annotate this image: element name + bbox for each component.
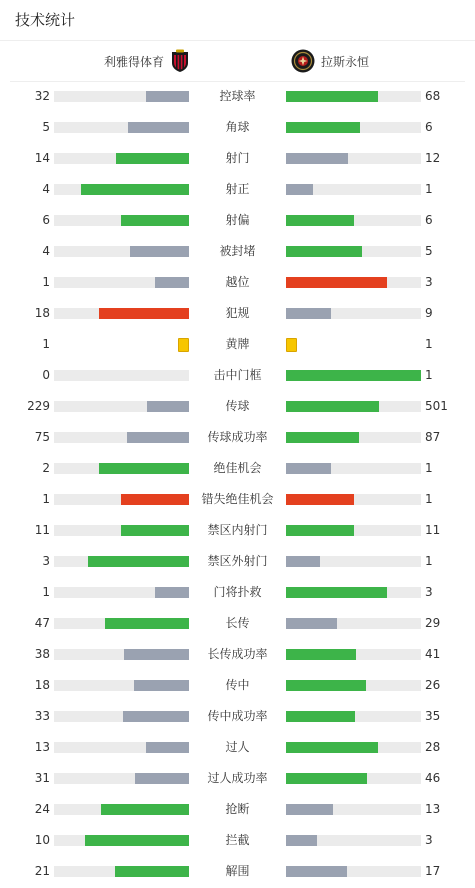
away-stat-bar: [286, 773, 421, 784]
home-stat-value: 0: [42, 368, 50, 382]
stat-row: [0, 81, 475, 112]
home-stat-bar-fill: [115, 866, 189, 877]
away-stat-value: 1: [425, 492, 433, 506]
away-stat-value: 28: [425, 740, 441, 754]
away-stat-bar: [286, 246, 421, 257]
home-stat-bar-fill: [128, 122, 189, 133]
home-stat-bar-fill: [155, 587, 189, 598]
home-stat-value: 2: [42, 461, 50, 475]
riyadh-crest-icon: [170, 49, 190, 73]
away-stat-value: 5: [425, 244, 433, 258]
home-stat-bar: [54, 711, 189, 722]
stat-row: [0, 608, 475, 639]
home-stat-value: 229: [27, 399, 50, 413]
away-stat-value: 1: [425, 368, 433, 382]
away-stat-value: 13: [425, 802, 441, 816]
home-stat-bar-fill: [146, 91, 189, 102]
away-stat-bar-fill: [286, 153, 348, 164]
stat-label: 抢断: [225, 802, 250, 816]
stat-row: [0, 391, 475, 422]
stat-label: 长传: [225, 616, 250, 630]
away-stat-bar-fill: [286, 494, 354, 505]
stat-row: [0, 236, 475, 267]
away-stat-bar: [286, 494, 421, 505]
away-stat-bar: [286, 277, 421, 288]
home-stat-bar: [54, 401, 189, 412]
away-stat-value: 17: [425, 864, 441, 878]
stat-label: 门将扑救: [213, 585, 262, 599]
stat-label: 射偏: [225, 213, 250, 227]
stat-row: [0, 794, 475, 825]
home-stat-value: 4: [42, 182, 50, 196]
stat-label: 黄牌: [225, 337, 250, 351]
away-stat-value: 1: [425, 461, 433, 475]
home-stat-value: 24: [34, 802, 50, 816]
home-stat-bar-fill: [155, 277, 189, 288]
stat-row: [0, 639, 475, 670]
away-stat-value: 501: [425, 399, 448, 413]
stat-label: 长传成功率: [207, 647, 268, 661]
stat-label: 拦截: [225, 833, 250, 847]
stat-label: 传中成功率: [207, 709, 268, 723]
home-stat-value: 11: [34, 523, 50, 537]
stat-label: 控球率: [219, 89, 256, 103]
away-team[interactable]: [291, 49, 369, 73]
home-stat-value: 21: [34, 864, 50, 878]
stat-label: 传中: [225, 678, 250, 692]
home-stat-value: 18: [34, 678, 50, 692]
stat-label: 射正: [225, 182, 250, 196]
away-stat-value: 1: [425, 337, 433, 351]
page-title: 技术统计: [15, 11, 76, 29]
stat-row: [0, 515, 475, 546]
away-stat-value: 41: [425, 647, 441, 661]
stat-label: 过人成功率: [207, 771, 268, 785]
home-stat-bar: [54, 246, 189, 257]
away-stat-bar-fill: [286, 649, 356, 660]
home-stat-value: 1: [42, 585, 50, 599]
away-stat-bar-fill: [286, 463, 331, 474]
stat-row: [0, 360, 475, 391]
away-stat-value: 1: [425, 182, 433, 196]
stat-label: 传球: [225, 399, 250, 413]
away-stat-bar: [286, 308, 421, 319]
home-stat-bar-fill: [147, 401, 189, 412]
home-team[interactable]: [104, 49, 190, 73]
away-stat-value: 1: [425, 554, 433, 568]
away-stat-bar-fill: [286, 215, 354, 226]
away-stat-value: 12: [425, 151, 441, 165]
stat-label: 射门: [225, 151, 250, 165]
home-stat-bar: [54, 308, 189, 319]
stat-row: [0, 670, 475, 701]
stat-label: 犯规: [225, 306, 250, 320]
home-stat-bar: [54, 649, 189, 660]
ras-crest-icon: [291, 49, 315, 73]
away-stat-bar-fill: [286, 308, 331, 319]
stat-row: [0, 825, 475, 856]
home-stat-value: 1: [42, 337, 50, 351]
home-stat-value: 6: [42, 213, 50, 227]
home-stat-bar-fill: [101, 804, 189, 815]
away-stat-bar-fill: [286, 122, 360, 133]
home-stat-bar: [54, 153, 189, 164]
home-stat-value: 33: [34, 709, 50, 723]
home-stat-bar: [54, 432, 189, 443]
away-stat-bar-fill: [286, 525, 354, 536]
home-stat-bar-fill: [123, 711, 189, 722]
away-stat-bar: [286, 525, 421, 536]
stat-row: [0, 329, 475, 360]
home-stat-value: 38: [34, 647, 50, 661]
away-stat-bar: [286, 432, 421, 443]
stat-row: [0, 763, 475, 794]
home-stat-value: 1: [42, 492, 50, 506]
away-stat-bar-fill: [286, 370, 421, 381]
home-stat-value: 47: [34, 616, 50, 630]
stat-row: [0, 484, 475, 515]
away-stat-value: 6: [425, 213, 433, 227]
stat-row: [0, 422, 475, 453]
home-stat-bar: [54, 91, 189, 102]
home-stat-bar-fill: [105, 618, 189, 629]
away-stat-bar: [286, 587, 421, 598]
away-stat-bar-fill: [286, 432, 359, 443]
home-stat-value: 5: [42, 120, 50, 134]
stat-label: 解围: [225, 864, 250, 878]
yellow-card-icon: [178, 338, 189, 352]
home-stat-bar: [54, 184, 189, 195]
away-stat-bar: [286, 649, 421, 660]
home-stat-bar: [54, 494, 189, 505]
stat-label: 被封堵: [219, 244, 256, 258]
stat-label: 禁区内射门: [207, 523, 268, 537]
stat-row: [0, 453, 475, 484]
away-stat-bar-fill: [286, 91, 378, 102]
stat-row: [0, 143, 475, 174]
away-stat-bar-fill: [286, 401, 379, 412]
away-stat-bar: [286, 122, 421, 133]
home-stat-value: 75: [34, 430, 50, 444]
home-stat-bar: [54, 525, 189, 536]
home-stat-value: 18: [34, 306, 50, 320]
away-stat-bar: [286, 711, 421, 722]
yellow-card-icon: [286, 338, 297, 352]
home-stat-bar-fill: [116, 153, 189, 164]
away-stat-bar: [286, 401, 421, 412]
home-stat-bar: [54, 835, 189, 846]
home-stat-bar-fill: [85, 835, 189, 846]
home-stat-value: 14: [34, 151, 50, 165]
home-stat-bar: [54, 618, 189, 629]
away-stat-bar: [286, 618, 421, 629]
away-stat-bar-fill: [286, 711, 355, 722]
away-stat-bar-fill: [286, 804, 333, 815]
away-stat-bar-fill: [286, 680, 366, 691]
home-stat-bar: [54, 370, 189, 381]
away-stat-bar: [286, 835, 421, 846]
home-stat-bar: [54, 866, 189, 877]
teams-header: [10, 41, 465, 82]
home-stat-value: 10: [34, 833, 50, 847]
stat-label: 传球成功率: [207, 430, 268, 444]
away-stat-bar-fill: [286, 246, 362, 257]
away-stat-value: 46: [425, 771, 441, 785]
away-stat-bar: [286, 370, 421, 381]
away-stat-value: 29: [425, 616, 441, 630]
away-stat-value: 3: [425, 275, 433, 289]
home-stat-value: 13: [34, 740, 50, 754]
away-stat-value: 68: [425, 89, 441, 103]
home-stat-bar-fill: [99, 308, 189, 319]
away-stat-bar: [286, 91, 421, 102]
away-stat-bar-fill: [286, 835, 317, 846]
stats-list: [0, 81, 475, 887]
home-stat-bar: [54, 773, 189, 784]
home-stat-bar-fill: [146, 742, 189, 753]
stat-label: 错失绝佳机会: [201, 492, 274, 506]
home-stat-bar-fill: [134, 680, 189, 691]
away-stat-bar-fill: [286, 587, 387, 598]
away-stat-bar-fill: [286, 184, 313, 195]
stat-label: 角球: [225, 120, 250, 134]
away-stat-value: 3: [425, 585, 433, 599]
away-stat-bar-fill: [286, 742, 378, 753]
stat-row: [0, 174, 475, 205]
away-stat-value: 26: [425, 678, 441, 692]
away-stat-bar-fill: [286, 618, 337, 629]
away-stat-bar: [286, 804, 421, 815]
home-stat-value: 32: [34, 89, 50, 103]
home-stat-value: 1: [42, 275, 50, 289]
home-stat-value: 4: [42, 244, 50, 258]
stat-row: [0, 732, 475, 763]
away-stat-bar: [286, 742, 421, 753]
home-stat-bar-fill: [81, 184, 189, 195]
stat-row: [0, 205, 475, 236]
stat-row: [0, 298, 475, 329]
away-stat-bar-fill: [286, 866, 347, 877]
home-stat-bar: [54, 122, 189, 133]
home-team-name: 利雅得体育: [103, 54, 164, 69]
home-stat-bar: [54, 742, 189, 753]
away-stat-bar: [286, 153, 421, 164]
away-stat-value: 87: [425, 430, 441, 444]
away-stat-value: 35: [425, 709, 441, 723]
home-stat-bar: [54, 556, 189, 567]
stat-label: 过人: [225, 740, 250, 754]
stat-row: [0, 701, 475, 732]
home-stat-value: 31: [34, 771, 50, 785]
home-stat-bar: [54, 277, 189, 288]
stat-row: [0, 856, 475, 887]
stat-label: 越位: [225, 275, 250, 289]
home-stat-bar-fill: [121, 525, 189, 536]
away-stat-bar: [286, 463, 421, 474]
home-stat-bar: [54, 587, 189, 598]
home-stat-bar: [54, 215, 189, 226]
away-stat-bar-fill: [286, 773, 367, 784]
stat-row: [0, 267, 475, 298]
stat-label: 击中门框: [213, 368, 262, 382]
home-stat-bar: [54, 804, 189, 815]
away-stat-bar-fill: [286, 556, 320, 567]
stat-label: 绝佳机会: [213, 461, 262, 475]
home-stat-bar-fill: [127, 432, 189, 443]
stat-row: [0, 112, 475, 143]
away-stat-value: 6: [425, 120, 433, 134]
home-stat-bar-fill: [124, 649, 189, 660]
away-stat-bar: [286, 215, 421, 226]
away-stat-bar: [286, 184, 421, 195]
away-stat-bar-fill: [286, 277, 387, 288]
away-stat-bar: [286, 680, 421, 691]
stat-label: 禁区外射门: [207, 554, 268, 568]
home-stat-value: 3: [42, 554, 50, 568]
home-stat-bar: [54, 680, 189, 691]
away-stat-bar: [286, 866, 421, 877]
stat-row: [0, 546, 475, 577]
home-stat-bar: [54, 463, 189, 474]
away-stat-value: 9: [425, 306, 433, 320]
away-stat-value: 3: [425, 833, 433, 847]
home-stat-bar-fill: [99, 463, 189, 474]
away-stat-bar: [286, 556, 421, 567]
stat-row: [0, 577, 475, 608]
home-stat-bar-fill: [88, 556, 189, 567]
home-stat-bar-fill: [135, 773, 189, 784]
away-team-name: 拉斯永恒: [321, 54, 370, 69]
away-stat-value: 11: [425, 523, 441, 537]
home-stat-bar-fill: [121, 494, 189, 505]
home-stat-bar-fill: [121, 215, 189, 226]
home-stat-bar-fill: [130, 246, 189, 257]
